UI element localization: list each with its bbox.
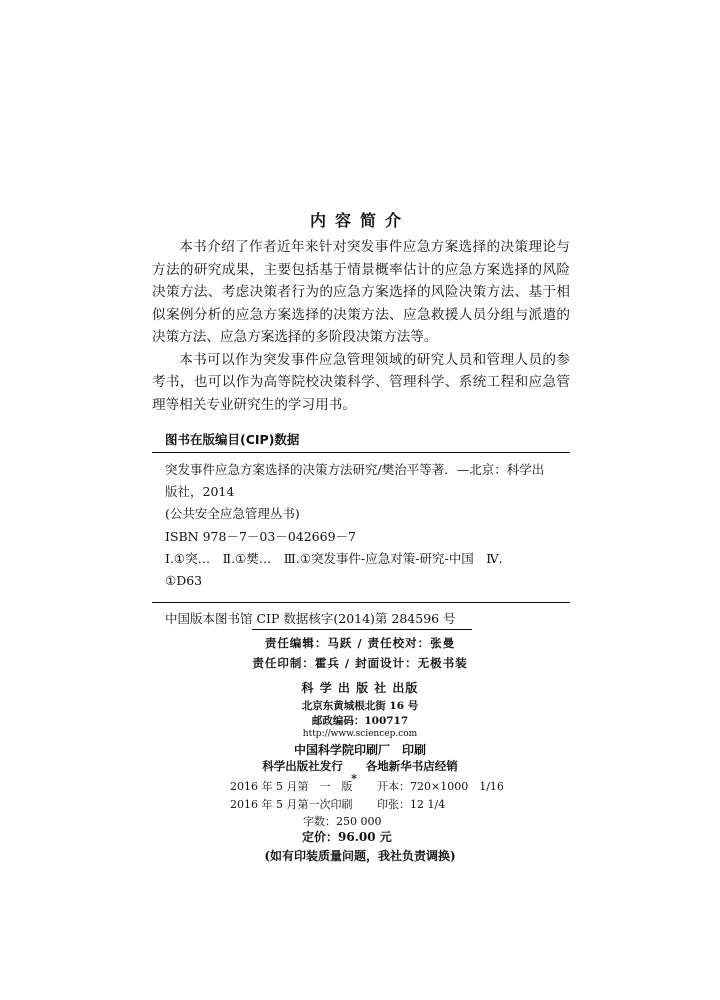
summary-paragraph: 本书介绍了作者近年来针对突发事件应急方案选择的决策理论与方法的研究成果，主要包括基于情景概率估计的应急方案选择的风险决策方法、考虑决策者行为的应急方案选择的风险决策方法、基于相似案例分析的应急方案选择的决策方法、应急救援人员分组与派遣的决策方法、应急方案选择的多阶段决策方法等。 [152,239,570,345]
publisher-name: 科 学 出 版 社 出版 [301,681,419,695]
cip-line: ISBN 978－7－03－042669－7 [165,528,356,544]
imprint-rule [252,629,472,630]
cip-record [165,459,565,592]
star-divider: * [351,772,357,785]
publication-details [230,778,530,813]
postcode: 邮政编码：100717 [311,715,409,727]
distribution: 科学出版社发行 各地新华书店经销 [262,759,458,773]
publisher-address: 北京东黄城根北街 16 号 [301,700,419,712]
summary-body [152,236,570,416]
cip-line: 版社，2014 [165,484,235,500]
printer: 中国科学院印刷厂 印刷 [293,743,426,757]
cip-line: 突发事件应急方案选择的决策方法研究/樊治平等著．—北京：科学出 [165,462,545,477]
cip-heading: 图书在版编目(CIP)数据 [165,432,300,447]
summary-title: 内容简介 [309,211,410,230]
production-credits: 责任印制：霍兵 / 封面设计：无极书装 [252,656,468,670]
price: 定价：96.00 元 [302,830,392,844]
format: 开本：720×1000 1/16 [377,780,504,793]
word-count: 字数：250 000 [303,815,382,828]
cip-line: Ⅰ.①突… Ⅱ.①樊… Ⅲ.①突发事件-应急对策-研究-中国 Ⅳ. [165,550,503,566]
editor-credits: 责任编辑：马跃 / 责任校对：张曼 [264,636,456,650]
printing: 2016 年 5 月第一次印刷 [230,797,353,811]
cip-number: 中国版本图书馆 CIP 数据核字(2014)第 284596 号 [165,611,456,626]
sheets: 印张：12 1/4 [377,797,446,811]
cip-bottom-rule [152,602,570,603]
quality-notice: (如有印装质量问题，我社负责调换) [264,849,456,863]
cip-top-rule [152,452,570,453]
summary-paragraph: 本书可以作为突发事件应急管理领域的研究人员和管理人员的参考书，也可以作为高等院校决策科学、管理科学、系统工程和应急管理等相关专业研究生的学习用书。 [152,351,570,413]
cip-line: (公共安全应急管理丛书) [165,506,300,522]
publisher-url: http://www.sciencep.com [302,729,418,739]
edition: 2016 年 5 月第 一 版 [230,780,353,793]
cip-line: ①D63 [165,573,203,589]
